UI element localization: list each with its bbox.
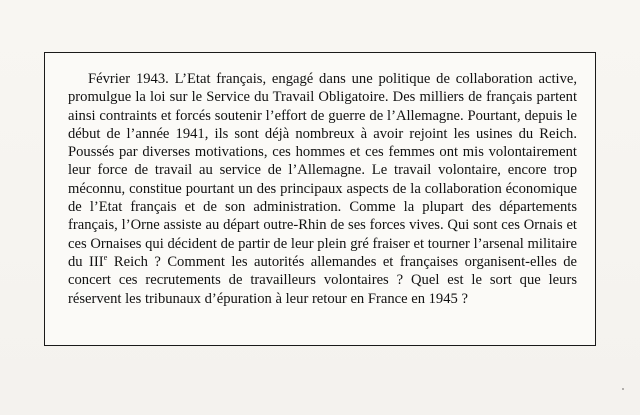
- paragraph-text-part-2: Reich ? Comment les autorités allemandes et françaises organisent-elles de concert ces recrutements de travailleurs volontaires ? Quel est le sort que leurs réservent les tribunaux d’épuration à leur retour en France en 1945 ?: [68, 253, 577, 307]
- summary-paragraph: [68, 70, 577, 308]
- paper-speck: [622, 388, 624, 390]
- paragraph-text-part-1: Février 1943. L’Etat français, engagé dans une politique de collaboration active, promulgue la loi sur le Service du Travail Obligatoire. Des milliers de français partent ainsi contraints et forcés soutenir l’effort de guerre de l’Allemagne. Pourtant, depuis le début de l’année 1941, ils sont déjà nombreux à avoir rejoint les usines du Reich. Poussés par diverses motivations, ces hommes et ces femmes ont mis volontairement leur force de travail au service de l’Allemagne. Le travail volontaire, encore trop méconnu, constitue pourtant un des principaux aspects de la collaboration économique de l’Etat français et de son administration. Comme la plupart des départements français, l’Orne assiste au départ outre-Rhin de ses forces vives. Qui sont ces Ornais et ces Ornaises qui décident de partir de leur plein gré fraiser et tourner l’arsenal militaire du III: [68, 71, 577, 270]
- ordinal-superscript: e: [103, 252, 108, 263]
- bordered-text-box: [44, 52, 596, 346]
